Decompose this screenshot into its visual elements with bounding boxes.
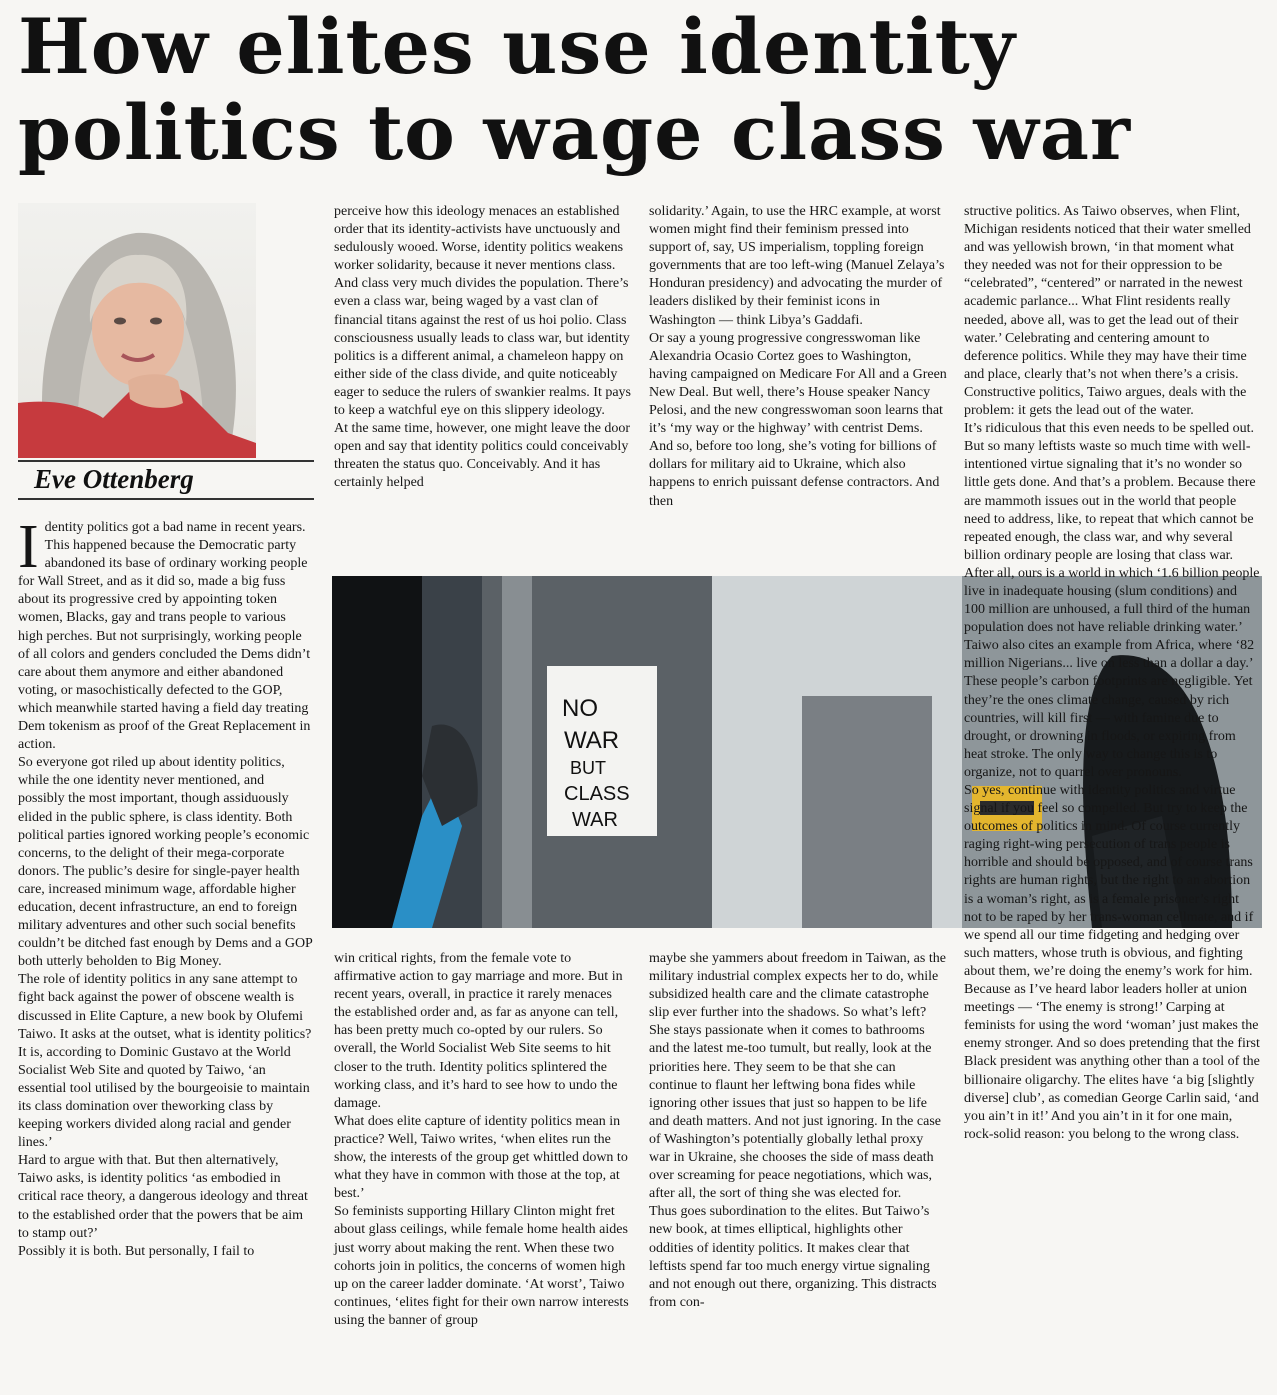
paragraph: Hard to argue with that. But then alternatively, Taiwo asks, is identity politics ‘as embodied in critical race theory, a dangerous ideology and threat to the established order that the powers that be aim to stamp out?’: [18, 1153, 308, 1241]
paragraph: Constructive politics, Taiwo argues, deals with the problem: it gets the lead out of the water.: [964, 384, 1247, 419]
sign-text: BUT: [570, 758, 606, 778]
paragraph: What does elite capture of identity politics mean in practice? Well, Taiwo writes, ‘when elites run the show, the interests of the group get whittled down to what they have in common with those at the top, at best.’: [334, 1113, 628, 1202]
author-byline: Eve Ottenberg: [34, 464, 194, 494]
article-column-3-top: [649, 203, 947, 511]
headline-line-1: How elites use identity: [18, 2, 1016, 91]
drop-cap: I: [18, 513, 39, 581]
sign-text: WAR: [564, 727, 620, 754]
sign-text: CLASS: [564, 783, 630, 805]
article-column-4: [964, 203, 1260, 1144]
sign-text: NO: [562, 695, 598, 722]
headline-line-2: politics to wage class war: [18, 88, 1132, 177]
sign-text: WAR: [572, 809, 618, 831]
author-portrait: [18, 203, 256, 458]
article-column-2-bottom: [334, 950, 632, 1330]
byline-rule-top: [18, 460, 314, 462]
paragraph: perceive how this ideology menaces an established order that its identity-activists have unctuously and sedulously wooed. Worse, identity politics weakens worker solidarity, because it never mentions class. And class very much divides the population. There’s even a class war, being waged by a vast clan of financial titans against the rest of us hoi polio. Class consciousness usually leads to class war, but identity politics is a different animal, a chameleon happy on either side of the class divide, and quite noticeably eager to seduce the rulers of swankier realms. It pays to keep a watchful eye on this slippery ideology.: [334, 204, 631, 419]
paragraph: solidarity.’ Again, to use the HRC example, at worst women might find their feminism pressed into support of, say, US imperialism, toppling foreign governments that are too left-wing (Manuel Zelaya’s Honduran presidency) and advocating the murder of leaders disliked by their feminist icons in Washington — think Libya’s Gaddafi.: [649, 204, 945, 328]
paragraph: So yes, continue with identity politics and virtue signal if you feel so compelled. But try to keep the outcomes of politics in mind. Of course currently raging right-wing persecution of trans people is horrible and should be opposed, and of course trans rights are human rights, but the right to an abortion is a woman’s right, as is a female prisoner’s right not to be raped by her trans-woman cellmate, and if we spend all our time fidgeting and hedging over such matters, whose truth is obvious, and fighting about them, we’re doing the enemy’s work for him. Because as I’ve heard labor leaders holler at union meetings — ‘The enemy is strong!’ Carping at feminists for using the word ‘woman’ just makes the enemy stronger. And so does pretending that the first Black president was anything other than a tool of the billionaire oligarchy. The elites have ‘a big [slightly diverse] club’, as comedian George Carlin said, ‘and you ain’t in it!’ And you ain’t in it for one main, rock-solid reason: you belong to the wrong class.: [964, 783, 1260, 1142]
paragraph: After all, ours is a world in which ‘1.6 billion people live in inadequate housing (slum conditions) and 100 million are unhoused, a full third of the human population does not have reliable drinking water.’ Taiwo also cites an example from Africa, where ‘82 million Nigerians... live on less than a dollar a day.’ These people’s carbon footprints are negligible. Yet they’re the ones climate change, caused by rich countries, will kill first — with famine due to drought, or drowning in floods, or expiring from heat stroke. The only way to change this is to organize, not to quarrel over pronouns.: [964, 565, 1260, 780]
paragraph: structive politics. As Taiwo observes, when Flint, Michigan residents noticed that their water smelled and was yellowish brown, ‘in that moment what they needed was not for their oppression to be “celebrated”, “centered” or narrated in the newest academic parlance... What Flint residents really needed, above all, was to get the lead out of their water.’ Celebrating and centering amount to deference politics. While they may have their time and place, clearly that’s not when there’s a crisis.: [964, 204, 1251, 382]
paragraph: Thus goes subordination to the elites. But Taiwo’s new book, at times elliptical, highlights other oddities of identity politics. It makes clear that leftists spend far too much energy virtue signaling and not enough out there, organizing. This distracts from con-: [649, 1204, 937, 1310]
headline: [18, 4, 1263, 176]
paragraph: The role of identity politics in any sane attempt to fight back against the power of obscene wealth is discussed in Elite Capture, a new book by Olufemi Taiwo. It asks at the outset, what is identity politics? It is, according to Dominic Gustavo at the World Socialist Web Site and quoted by Taiwo, ‘an essential tool utilised by the bourgeoisie to maintain its class domination over theworking class by keeping workers divided along racial and gender lines.’: [18, 972, 312, 1151]
paragraph: Identity politics got a bad name in recent years. This happened because the Democratic party abandoned its base of ordinary working people for Wall Street, and as it did so, made a big fuss about its progressive cred by appointing token women, Blacks, gay and trans people to various high perches. But not surprisingly, working people of all colors and genders concluded the Dems didn’t care about them anymore and either abandoned voting, or masochistically defected to the GOP, which meanwhile started having a field day treating Dem tokenism as proof of the Great Replacement in action.: [18, 513, 311, 753]
paragraph: win critical rights, from the female vote to affirmative action to gay marriage and more. But in recent years, overall, in practice it rarely menaces the established order and, as far as anyone can tell, has been pretty much co-opted by our rulers. So overall, the World Socialist Web Site seems to hit closer to the truth. Identity politics splintered the working class, and it’s hard to see how to undo the damage.: [334, 951, 623, 1111]
paragraph: So feminists supporting Hillary Clinton might fret about glass ceilings, while female home health aides just worry about making the rent. When these two cohorts join in politics, the concerns of women high up on the career ladder dominate. ‘At worst’, Taiwo continues, ‘elites fight for their own narrow interests using the banner of group: [334, 1204, 629, 1328]
article-column-1: [18, 513, 314, 1261]
article-column-2-top: [334, 203, 632, 493]
paragraph: So everyone got riled up about identity politics, while the one identity never mentioned, and possibly the most important, though assiduously elided in the public sphere, is class identity. Both political parties ignored working people’s economic concerns, to the delight of their mega-corporate donors. The public’s desire for single-payer health care, increased minimum wage, affordable higher education, decent infrastructure, an end to foreign military adventures and other such social benefits couldn’t be ditched fast enough by Dems and a GOP both utterly beholden to Big Money.: [18, 755, 313, 970]
paragraph: Or say a young progressive congresswoman like Alexandria Ocasio Cortez goes to Washington, having campaigned on Medicare For All and a Green New Deal. But well, there’s House speaker Nancy Pelosi, and the new congresswoman soon learns that it’s ‘my way or the highway’ with centrist Dems. And so, before too long, she’s voting for billions of dollars for military aid to Ukraine, which also happens to enrich puissant defense contractors. And then: [649, 330, 947, 509]
article-column-3-bottom: [649, 950, 947, 1312]
paragraph: At the same time, however, one might leave the door open and say that identity politics could conceivably threaten the status quo. Conceivably. And it has certainly helped: [334, 421, 631, 491]
paragraph: It’s ridiculous that this even needs to be spelled out. But so many leftists waste so much time with well-intentioned virtue signaling that it’s no wonder so little gets done. And that’s a problem. Because there are mammoth issues out in the world that people need to address, like, to repeat that which cannot be repeated enough, the class war, and why several billion ordinary people are losing that class war.: [964, 421, 1256, 563]
paragraph: maybe she yammers about freedom in Taiwan, as the military industrial complex expects her to do, while subsidized health care and the climate catastrophe slip ever further into the shadows. So what’s left? She stays passionate when it comes to bathrooms and the latest me-too tumult, but really, look at the priorities here. They seem to be that she can continue to flaunt her leftwing bona fides while ignoring other issues that just so happen to be life and death matters. And not just ignoring. In the case of Washington’s potentially globally lethal proxy war in Ukraine, she chooses the side of mass death over screaming for peace negotiations, which was, after all, the sort of thing she was elected for.: [649, 951, 946, 1202]
byline-rule-bottom: [18, 498, 314, 500]
paragraph: Possibly it is both. But personally, I fail to: [18, 1243, 255, 1259]
